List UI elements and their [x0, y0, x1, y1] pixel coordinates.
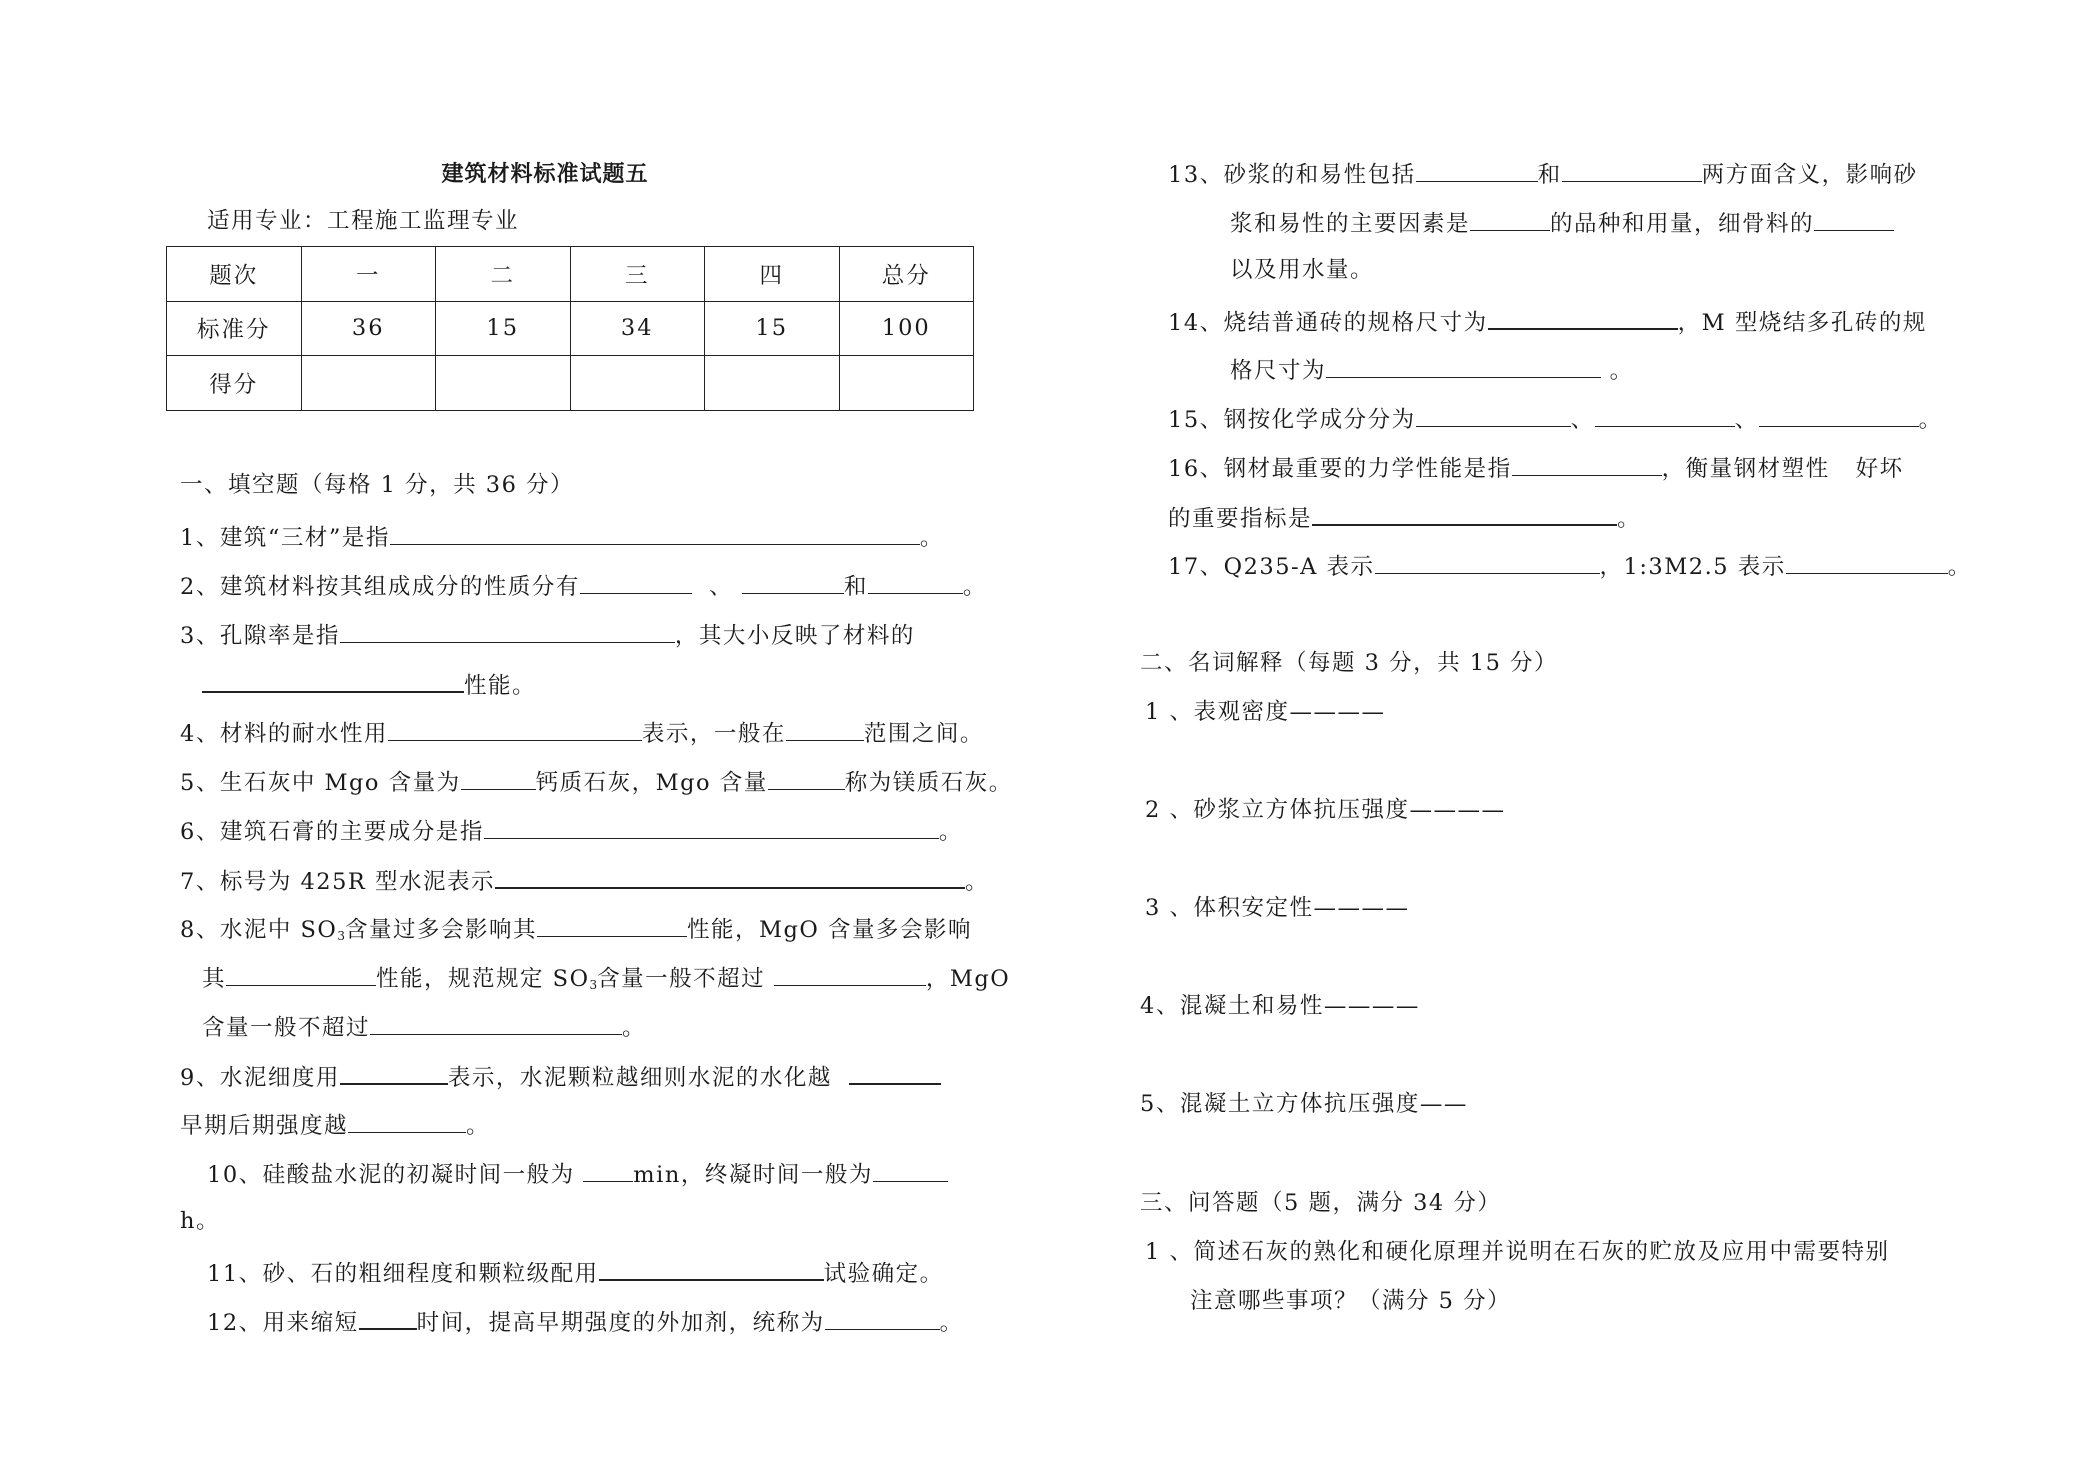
question-3: 3、孔隙率是指 ，其大小反映了材料的 [180, 618, 915, 651]
answer-blank[interactable] [390, 520, 920, 545]
section3-heading: 三、问答题（5 题，满分 34 分） [1140, 1190, 1502, 1216]
term-item: 4、混凝土和易性———— [1140, 993, 1420, 1019]
question-14-cont: 格尺寸为 。 [1230, 353, 1634, 386]
question-4: 4、材料的耐水性用 表示，一般在 范围之间。 [180, 716, 984, 749]
table-cell: 34 [570, 301, 705, 356]
question-16-cont: 的重要指标是 。 [1168, 500, 1641, 534]
answer-blank[interactable] [340, 618, 675, 643]
question-8-cont: 其 性能，规范规定 $SO_3$含量一般不超过 ，MgO [202, 961, 1010, 1000]
table-row [167, 301, 974, 356]
table-cell: 36 [301, 301, 436, 356]
question-15: 15、钢按化学成分分为 、 、 。 [1168, 402, 1943, 435]
question-13: 13、砂浆的和易性包括 和 两方面含义，影响砂 [1168, 157, 1918, 190]
answer-blank[interactable] [742, 569, 844, 594]
question-11: 11、砂、石的粗细程度和颗粒级配用 试验确定。 [207, 1255, 944, 1289]
question-16: 16、钢材最重要的力学性能是指 ，衡量钢材塑性 好坏 [1168, 451, 1904, 484]
question-6: 6、建筑石膏的主要成分是指 。 [180, 814, 963, 847]
score-input-cell[interactable] [436, 356, 571, 411]
answer-blank[interactable] [1326, 353, 1601, 378]
question-10: 10、硅酸盐水泥的初凝时间一般为 min，终凝时间一般为 [207, 1157, 948, 1190]
answer-blank[interactable] [1416, 157, 1538, 182]
answer-blank[interactable] [786, 716, 864, 741]
answer-blank[interactable] [1488, 304, 1678, 330]
answer-blank[interactable] [1759, 402, 1919, 427]
answer-blank[interactable] [1595, 402, 1735, 427]
answer-blank[interactable] [359, 1304, 417, 1330]
question-8: 8、水泥中 $SO_3$含量过多会影响其 性能，MgO 含量多会影响 [180, 912, 972, 951]
answer-blank[interactable] [768, 765, 845, 790]
table-cell: 一 [301, 247, 436, 302]
question-13-cont: 浆和易性的主要因素是 的品种和用量，细骨料的 [1230, 206, 1894, 239]
answer-blank[interactable] [873, 1157, 948, 1182]
essay-question-1: 1 、简述石灰的熟化和硬化原理并说明在石灰的贮放及应用中需要特别 [1145, 1239, 1890, 1265]
question-13-cont2: 以及用水量。 [1230, 257, 1375, 283]
exam-title: 建筑材料标准试题五 [441, 162, 649, 187]
answer-blank[interactable] [599, 1255, 824, 1281]
table-cell: 100 [839, 301, 974, 356]
answer-blank[interactable] [461, 765, 536, 790]
term-item: 3 、体积安定性———— [1145, 895, 1410, 921]
answer-blank[interactable] [1312, 500, 1617, 526]
term-item: 1 、表观密度———— [1145, 699, 1386, 725]
score-table [166, 246, 974, 411]
answer-blank[interactable] [580, 569, 692, 594]
essay-question-1-cont: 注意哪些事项？（满分 5 分） [1190, 1288, 1512, 1314]
question-5: 5、生石灰中 Mgo 含量为 钙质石灰，Mgo 含量 称为镁质石灰。 [180, 765, 1013, 798]
table-cell: 四 [705, 247, 840, 302]
question-7: 7、标号为 425R 型水泥表示 。 [180, 863, 989, 897]
question-2: 2、建筑材料按其组成成分的性质分有 、 和 。 [180, 569, 987, 602]
score-input-cell[interactable] [570, 356, 705, 411]
table-cell: 题次 [167, 247, 302, 302]
section2-heading: 二、名词解释（每题 3 分，共 15 分） [1140, 650, 1559, 676]
answer-blank[interactable] [388, 716, 642, 741]
answer-blank[interactable] [1470, 206, 1550, 231]
answer-blank[interactable] [1512, 451, 1662, 476]
table-cell: 标准分 [167, 301, 302, 356]
question-12: 12、用来缩短 时间，提高早期强度的外加剂，统称为 。 [207, 1304, 964, 1338]
answer-blank[interactable] [1814, 206, 1894, 231]
answer-blank[interactable] [1562, 157, 1702, 182]
score-input-cell[interactable] [839, 356, 974, 411]
table-cell: 15 [705, 301, 840, 356]
table-cell: 15 [436, 301, 571, 356]
table-cell: 总分 [839, 247, 974, 302]
answer-blank[interactable] [226, 961, 376, 986]
answer-blank[interactable] [537, 912, 687, 937]
term-item: 2 、砂浆立方体抗压强度———— [1145, 797, 1506, 823]
answer-blank[interactable] [1375, 549, 1600, 574]
score-input-cell[interactable] [705, 356, 840, 411]
table-row [167, 356, 974, 411]
score-input-cell[interactable] [301, 356, 436, 411]
question-8-cont2: 含量一般不超过 。 [202, 1010, 646, 1043]
answer-blank[interactable] [370, 1010, 622, 1035]
question-17: 17、Q235-A 表示 ，1:3M2.5 表示 。 [1168, 549, 1972, 582]
question-3-cont: 性能。 [202, 667, 536, 701]
answer-blank[interactable] [495, 863, 965, 889]
table-cell: 三 [570, 247, 705, 302]
table-row [167, 247, 974, 302]
answer-blank[interactable] [868, 569, 963, 594]
question-14: 14、烧结普通砖的规格尺寸为 ，M 型烧结多孔砖的规 [1168, 304, 1927, 338]
answer-blank[interactable] [484, 814, 939, 839]
answer-blank[interactable] [774, 961, 926, 986]
answer-blank[interactable] [825, 1305, 940, 1330]
answer-blank[interactable] [1786, 549, 1948, 574]
term-item: 5、混凝土立方体抗压强度—— [1140, 1091, 1468, 1117]
question-9-cont: 早期后期强度越 。 [180, 1108, 490, 1141]
question-10-cont: h。 [180, 1208, 220, 1234]
answer-blank[interactable] [202, 667, 464, 693]
major-label: 适用专业：工程施工监理专业 [207, 208, 520, 234]
answer-blank[interactable] [1416, 402, 1571, 427]
question-1: 1、建筑“三材”是指 。 [180, 520, 944, 553]
answer-blank[interactable] [340, 1059, 448, 1085]
table-cell: 得分 [167, 356, 302, 411]
section1-heading: 一、填空题（每格 1 分，共 36 分） [180, 472, 575, 498]
question-9: 9、水泥细度用 表示，水泥颗粒越细则水泥的水化越 [180, 1059, 941, 1093]
answer-blank[interactable] [348, 1108, 466, 1133]
table-cell: 二 [436, 247, 571, 302]
answer-blank[interactable] [849, 1059, 941, 1085]
answer-blank[interactable] [583, 1157, 633, 1182]
